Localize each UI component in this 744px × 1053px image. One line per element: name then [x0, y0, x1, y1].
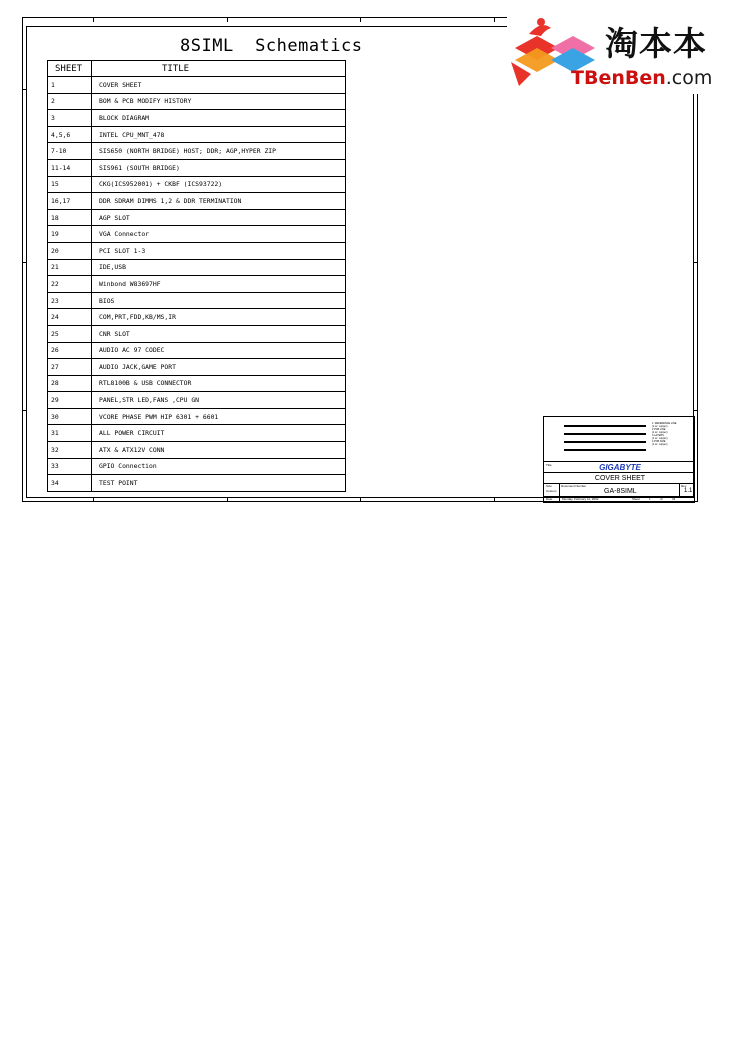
zone-tick — [22, 410, 26, 411]
sheet-number-cell: 29 — [48, 392, 92, 409]
table-row — [48, 193, 346, 210]
table-row — [48, 226, 346, 243]
revision: 1.1 — [684, 488, 693, 494]
watermark-logo — [507, 14, 732, 94]
latin-brand-suffix: .com — [665, 67, 713, 89]
sheet-number-cell: 2 — [48, 93, 92, 110]
table-row — [48, 342, 346, 359]
sheet-label: Sheet — [632, 497, 640, 501]
line-sample — [564, 425, 646, 427]
sheet-title-cell: GPIO Connection — [92, 458, 346, 475]
sheet-title-cell: VCORE PHASE PWM HIP 6301 + 6601 — [92, 408, 346, 425]
sheet-number-cell: 4,5,6 — [48, 126, 92, 143]
sheet-number-cell: 15 — [48, 176, 92, 193]
sheet-title-cell: INTEL CPU_MNT_478 — [92, 126, 346, 143]
size-value: Custom — [546, 489, 557, 493]
sheet-title-cell: COVER SHEET — [92, 77, 346, 94]
layer-note: (1 oz. copper) — [652, 437, 668, 440]
sheet-title-cell: AUDIO AC 97 CODEC — [92, 342, 346, 359]
latin-brand — [571, 67, 712, 89]
sheet-title-cell: Winbond W83697HF — [92, 276, 346, 293]
date-value: Monday, February 11, 2002 — [562, 497, 599, 501]
sheet-number-cell: 32 — [48, 442, 92, 459]
sheet-title-cell: IDE,USB — [92, 259, 346, 276]
sheet-title-cell: AUDIO JACK,GAME PORT — [92, 359, 346, 376]
table-row — [48, 143, 346, 160]
sheet-title-cell: BIOS — [92, 292, 346, 309]
of-value: 34 — [672, 497, 676, 501]
layer-notes — [652, 422, 676, 446]
table-header-row — [48, 61, 346, 77]
line-sample — [564, 449, 646, 451]
sheet-number-cell: 22 — [48, 276, 92, 293]
zone-tick — [93, 497, 94, 502]
sheet-number-cell: 25 — [48, 325, 92, 342]
sheet-title-cell: CNR SLOT — [92, 325, 346, 342]
sheet-title-cell: RTL8100B & USB CONNECTOR — [92, 375, 346, 392]
table-row — [48, 276, 346, 293]
divider — [544, 472, 694, 473]
zone-tick — [227, 497, 228, 502]
table-row — [48, 475, 346, 492]
sheet-title-cell: DDR SDRAM DIMMS 1,2 & DDR TERMINATION — [92, 193, 346, 210]
sheet-number-cell: 26 — [48, 342, 92, 359]
table-body — [48, 77, 346, 492]
table-row — [48, 375, 346, 392]
date-label: Date — [546, 497, 553, 501]
table-row — [48, 242, 346, 259]
table-row — [48, 209, 346, 226]
table-row — [48, 77, 346, 94]
sheet-number-cell: 3 — [48, 110, 92, 127]
table-row — [48, 292, 346, 309]
zone-tick — [494, 497, 495, 502]
sheet-title-cell: CKG(ICS952001) + CKBF (ICS93722) — [92, 176, 346, 193]
sheet-title-cell: COM,PRT,FDD,KB/MS,IR — [92, 309, 346, 326]
table-row — [48, 93, 346, 110]
sheet-value: 1 — [649, 497, 651, 501]
sheet-title-cell: SIS961 (SOUTH BRIDGE) — [92, 159, 346, 176]
sheet-number-cell: 11-14 — [48, 159, 92, 176]
sheet-number-cell: 27 — [48, 359, 92, 376]
of-label: of — [660, 497, 663, 501]
zone-tick — [22, 262, 26, 263]
chinese-brand: 淘本本 — [605, 24, 707, 63]
table-row — [48, 392, 346, 409]
layer-note: (1 oz. copper) — [652, 443, 668, 446]
sheet-name: COVER SHEET — [594, 475, 646, 482]
zone-tick — [227, 17, 228, 22]
sheet-number-cell: 19 — [48, 226, 92, 243]
sheet-number-cell: 1 — [48, 77, 92, 94]
sheet-title-cell: TEST POINT — [92, 475, 346, 492]
layer-note: (1 oz. copper) — [652, 425, 668, 428]
layer-note: 4 PCB SIZE — [652, 440, 666, 443]
table-row — [48, 425, 346, 442]
sheet-title-cell: SIS650 (NORTH BRIDGE) HOST; DDR; AGP,HYPER ZIP — [92, 143, 346, 160]
sheet-title-cell: PANEL,STR LED,FANS ,CPU GN — [92, 392, 346, 409]
zone-tick — [93, 17, 94, 22]
sheet-number-cell: 7-10 — [48, 143, 92, 160]
zone-tick — [22, 89, 26, 90]
sheet-title-cell: AGP SLOT — [92, 209, 346, 226]
table-row — [48, 176, 346, 193]
table-row — [48, 359, 346, 376]
sheet-number-cell: 21 — [48, 259, 92, 276]
layer-note: 3 LAYERS — [652, 434, 664, 437]
rev-label: Rev — [681, 484, 687, 488]
table-row — [48, 325, 346, 342]
line-sample — [564, 433, 646, 435]
sheet-number-cell: 31 — [48, 425, 92, 442]
sheet-title-cell: BOM & PCB MODIFY HISTORY — [92, 93, 346, 110]
sheet-number-cell: 34 — [48, 475, 92, 492]
table-row — [48, 126, 346, 143]
sheet-number-cell: 28 — [48, 375, 92, 392]
layer-note: (1 oz. copper) — [652, 431, 668, 434]
title-block — [543, 416, 695, 503]
zone-tick — [360, 497, 361, 502]
layer-note: 2 PCB LINE — [652, 428, 666, 431]
sheet-column-header: SHEET — [48, 61, 92, 77]
table-row — [48, 458, 346, 475]
table-row — [48, 159, 346, 176]
table-row — [48, 408, 346, 425]
sheet-title-cell: ATX & ATX12V CONN — [92, 442, 346, 459]
sheet-number-cell: 20 — [48, 242, 92, 259]
table-row — [48, 259, 346, 276]
divider — [679, 483, 680, 496]
doc-number: GA-8SIML — [604, 488, 637, 495]
title-column-header: TITLE — [92, 61, 346, 77]
zone-tick — [360, 17, 361, 22]
sheet-title-cell: ALL POWER CIRCUIT — [92, 425, 346, 442]
sheet-index-table — [47, 60, 346, 492]
sheet-number-cell: 33 — [48, 458, 92, 475]
size-label: Size — [546, 484, 552, 488]
line-sample — [564, 441, 646, 443]
divider — [559, 483, 560, 503]
zone-tick — [694, 262, 698, 263]
zone-tick — [694, 410, 698, 411]
table-row — [48, 442, 346, 459]
table-row — [48, 110, 346, 127]
sheet-number-cell: 30 — [48, 408, 92, 425]
latin-brand-name: TBenBen — [571, 67, 666, 89]
sheet-title-cell: PCI SLOT 1-3 — [92, 242, 346, 259]
sheet-number-cell: 18 — [48, 209, 92, 226]
title-label: Title — [546, 463, 552, 467]
zone-tick — [494, 17, 495, 22]
sheet-title-cell: VGA Connector — [92, 226, 346, 243]
sheet-number-cell: 16,17 — [48, 193, 92, 210]
company-name: GIGABYTE — [599, 463, 641, 472]
layer-note: 1. REFERENCE LINE — [652, 422, 677, 425]
page-title: 8SIML Schematics — [180, 36, 363, 56]
doc-number-label: Document Number — [561, 484, 587, 488]
table-row — [48, 309, 346, 326]
sheet-number-cell: 23 — [48, 292, 92, 309]
sheet-title-cell: BLOCK DIAGRAM — [92, 110, 346, 127]
sheet-number-cell: 24 — [48, 309, 92, 326]
divider — [544, 461, 694, 462]
